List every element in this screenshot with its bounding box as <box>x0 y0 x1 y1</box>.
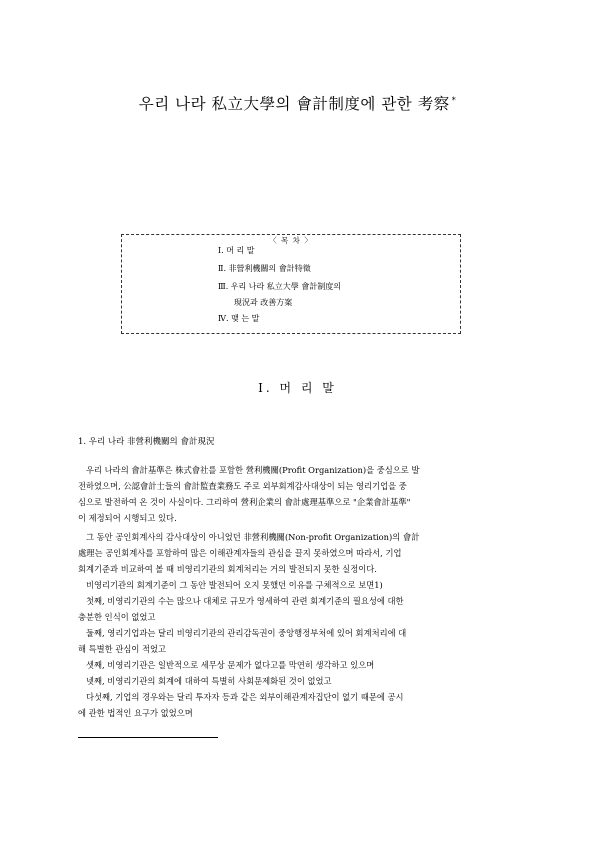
body-line: 심으로 발전하여 온 것이 사실이다. 그리하여 營利企業의 會計處理基準으로 "企業會計基準" <box>78 497 411 507</box>
body-line: 에 관한 법적인 요구가 없었으며 <box>78 708 193 718</box>
toc-item-4: Ⅳ. 맺 는 말 <box>218 314 260 323</box>
body-line: 회계기준과 비교하여 볼 때 비영리기관의 회계처리는 거의 발전되지 못한 실정이다. <box>78 564 377 574</box>
footnote-rule <box>78 737 218 738</box>
toc-heading <box>122 228 460 247</box>
body-line: 비영리기관의 회계기준이 그 동안 발전되어 오지 못했던 이유를 구체적으로 보면1) <box>86 580 383 590</box>
paper-title <box>0 92 595 114</box>
body-line: 셋째, 비영리기관은 일반적으로 세무상 문제가 없다고를 막연히 생각하고 있으며 <box>86 660 375 670</box>
body-line: 넷째, 비영리기관의 회계에 대하여 특별히 사회문제화된 것이 없었고 <box>86 676 332 686</box>
body-line: 우리 나라의 會計基準은 株式會社를 포함한 營利機關(Profit Organization)을 중심으로 발 <box>86 465 420 475</box>
toc-item-3: Ⅲ. 우리 나라 私立大學 會計制度의 <box>218 282 342 291</box>
subheading: 1. 우리 나라 非營利機關의 會計現況 <box>78 437 215 447</box>
body-line: 다섯째, 기업의 경우와는 달리 투자자 등과 같은 외부이해관계자집단이 없기 때문에 공시 <box>86 692 404 702</box>
body-line: 그 동안 공인회계사의 감사대상이 아니었던 非營利機關(Non-profit Organization)의 會計 <box>86 532 420 542</box>
body-line: 충분한 인식이 없었고 <box>78 612 156 622</box>
table-of-contents <box>121 234 461 334</box>
body-line: 첫째, 비영리기관의 수는 많으나 대체로 규모가 영세하여 관련 회계기준의 필요성에 대한 <box>86 596 404 606</box>
section-title: Ⅰ. 머 리 말 <box>258 381 337 395</box>
body-line: 處理는 공인회계사를 포함하여 많은 이해관계자들의 관심을 끌지 못하였으며 따라서, 기업 <box>78 548 402 558</box>
title-footnote-mark: * <box>451 95 457 105</box>
body-line: 전하였으며, 公認會計士들의 會計監査業務도 주로 외부회계감사대상이 되는 영리기업을 중 <box>78 481 407 491</box>
body-line: 둘째, 영리기업과는 달리 비영리기관의 관리감독권이 중앙행정부처에 있어 회계처리에 대 <box>86 628 407 638</box>
toc-heading-text: 〈 목 차 〉 <box>261 236 321 245</box>
body-line: 해 특별한 관심이 적었고 <box>78 644 167 654</box>
paper-title-text: 우리 나라 私立大學의 會計制度에 관한 考察 <box>138 95 450 113</box>
toc-item-3-continued: 現況과 改善方案 <box>234 298 293 307</box>
toc-item-1: Ⅰ. 머 리 말 <box>218 246 255 255</box>
toc-item-2: Ⅱ. 非營利機關의 會計特徵 <box>218 264 311 273</box>
body-line: 이 제정되어 시행되고 있다. <box>78 513 177 523</box>
